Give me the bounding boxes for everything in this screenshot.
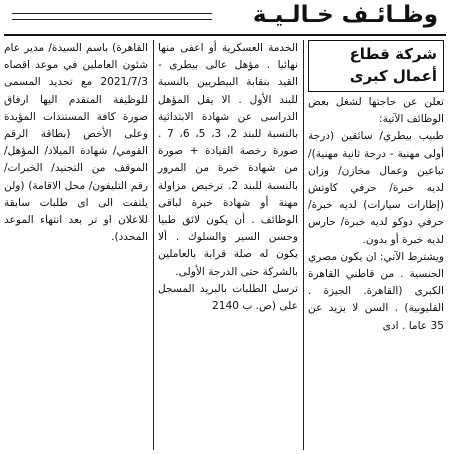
ad-paragraph-requirements: الخدمة العسكرية أو اعفى منها نهائيا . مؤهل عالى بيطرى - القيد بنقابة البيطريين بالنسبة للبند الأول . الا يقل المؤهل الدراسى عن شهادة الابتدائية بالنسبة للبند 2، 3، 5، 6، 7 . صورة رخصة القيادة + صورة من شهادة خبرة من المرور بالنسبة للبند 2. ترخيص مزاولة مهنة أو شهادة خبرة لباقى الوظائف . أن يكون لائق طبيا وحسن السير والسلوك . ألا يكون له صلة قرابة بالعاملين بالشركة حتى الدرجة الأولى.	[158, 42, 298, 278]
header-double-rule	[12, 13, 212, 20]
company-name-box	[308, 40, 444, 92]
company-name-line-2: أعمال كبرى	[349, 67, 437, 85]
ad-paragraph-intro: تعلن عن حاجتها لشغل بعض الوظائف الآتية:	[308, 96, 444, 126]
ad-column-left	[4, 40, 148, 454]
ad-title: وظـائـف خـالـيـة	[252, 2, 438, 28]
ad-paragraph-jobs: طبيب بيطري/ سائقين (درجة أولى مهنية - درجة ثانية مهنية)/ تباعين وعمال مخازن/ وزان لديه خبرة/ حرفي كاوتش (إطارات سيارات) لديه خبرة/ حرفي دوكو لديه خبرة/ حارس لديه خبرة أو بدون.	[308, 130, 444, 246]
column-divider	[153, 40, 154, 450]
column-divider	[303, 40, 304, 450]
ad-paragraph-conditions: ويشترط الآتي: ان يكون مصري الجنسية . من قاطني القاهرة الكبرى (القاهرة. الجيزة . القليوبية) . السن لا يزيد عن 35 عاما . ادى	[308, 250, 444, 332]
ad-column-right	[308, 40, 444, 454]
company-name-line-1: شركة قطاع	[349, 45, 437, 63]
ad-paragraph-submission: ترسل الطلبات بالبريد المسجل على (ص. ب 2140	[158, 282, 298, 313]
ad-header	[4, 0, 446, 36]
ad-paragraph-deadline: القاهرة) باسم السيدة/ مدير عام شئون العاملين في موعد اقصاه 2021/7/3 مع تحديد المسمى للوظيفة المتقدم اليها ارفاق صورة كافة المستندات المؤيدة وعلى الأخص (بطاقة الرقم القومي/ شهادة الميلاد/ المؤهل/ الموقف من التجنيد/ الخبرات/ رقم التليفون/ محل الاقامة) (ولن يلتفت الى اى طلبات سابقة للاعلان او تر بعد انتهاء الموعد المحدد).	[4, 42, 148, 244]
ad-column-middle	[158, 40, 298, 454]
